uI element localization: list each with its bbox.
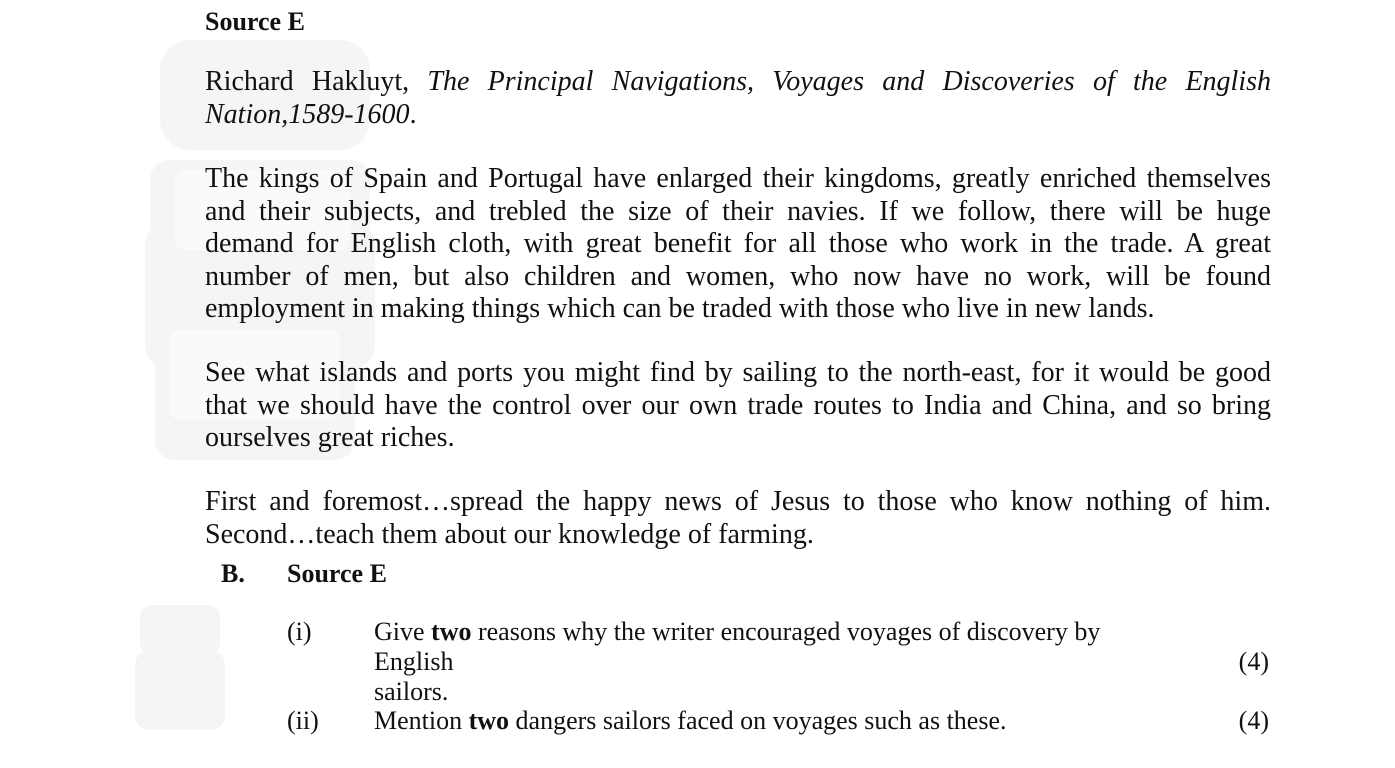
question-emphasis: two: [431, 617, 472, 646]
question-text-start: Mention: [374, 706, 469, 735]
paragraph-line: and their subjects, and trebled the size of their navies. If we follow, there will be huge: [205, 195, 1271, 227]
citation-end: .: [409, 98, 417, 130]
source-paragraph-3: [205, 486, 1271, 551]
question-number: (ii): [287, 706, 319, 735]
paragraph-line: that we should have the control over our own trade routes to India and China, and so bring: [205, 389, 1271, 421]
question-text-rest: dangers sailors faced on voyages such as these.: [509, 706, 1007, 735]
citation-title-line2: Nation,1589-1600: [205, 98, 410, 130]
source-heading: Source E: [205, 7, 305, 36]
question-number: (i): [287, 617, 312, 646]
paragraph-line: demand for English cloth, with great benefit for all those who work in the trade. A great: [205, 228, 1271, 259]
section-title: Source E: [287, 559, 387, 588]
question-marks: (4): [1238, 647, 1269, 676]
question-text-rest: reasons why the writer encouraged voyages of discovery by English: [374, 617, 1101, 676]
paragraph-line: ourselves great riches.: [205, 422, 455, 453]
question-text: [374, 706, 1184, 736]
section-letter: B.: [221, 559, 245, 588]
paragraph-line: number of men, but also children and women, who now have no work, will be found: [205, 260, 1271, 292]
question-text-start: Give: [374, 617, 432, 646]
paragraph-line: The kings of Spain and Portugal have enlarged their kingdoms, greatly enriched themselves: [205, 163, 1271, 194]
question-section-heading: [221, 558, 387, 590]
citation-author: Richard Hakluyt,: [205, 66, 410, 97]
paragraph-line: Second…teach them about our knowledge of farming.: [205, 518, 814, 550]
paragraph-line: employment in making things which can be traded with those who live in new lands.: [205, 293, 1155, 324]
citation-title-line1: The Principal Navigations, Voyages and Discoveries of the English: [427, 66, 1272, 97]
question-text: [374, 617, 1184, 707]
paragraph-line: First and foremost…spread the happy news of Jesus to those who know nothing of him.: [205, 486, 1271, 517]
paragraph-line: See what islands and ports you might find by sailing to the north-east, for it would be good: [205, 357, 1271, 388]
question-text-line2: sailors.: [374, 677, 449, 706]
source-paragraph-1: [205, 163, 1271, 326]
question-marks: (4): [1238, 706, 1269, 735]
question-emphasis: two: [468, 706, 510, 735]
source-citation: [205, 66, 1271, 131]
source-paragraph-2: [205, 357, 1271, 455]
